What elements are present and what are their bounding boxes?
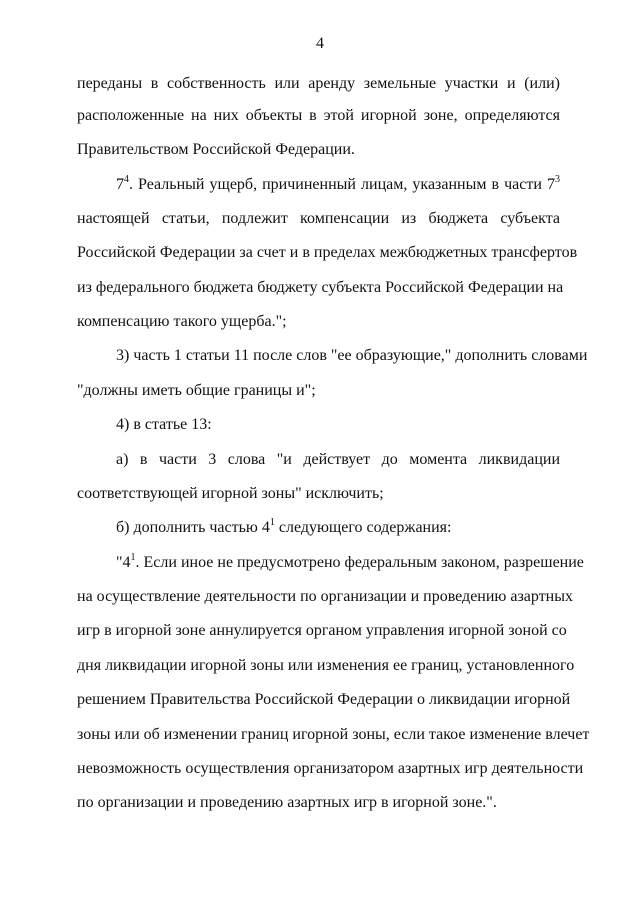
- paragraph-line: [0, 724, 640, 746]
- inline-text: б) дополнить частью 4: [116, 519, 270, 536]
- superscript: 4: [124, 173, 129, 185]
- paragraph-line: [0, 311, 640, 333]
- text-line: 4) в статье 13:: [116, 416, 212, 433]
- item-number: 7: [116, 176, 124, 193]
- text-line: зоны или об изменении границ игорной зоны, если такое изменение влечет: [77, 726, 590, 743]
- text-line: соответствующей игорной зоны" исключить;: [77, 485, 384, 502]
- text-line: [116, 174, 560, 196]
- text-line: настоящей статьи, подлежит компенсации из бюджета субъекта: [77, 210, 560, 227]
- text-line: невозможность осуществления организатором азартных игр деятельности: [77, 760, 584, 777]
- page-number: 4: [316, 35, 324, 52]
- paragraph-line: [0, 139, 640, 161]
- inline-text: . Если иное не предусмотрено федеральным законом, разрешение: [135, 554, 584, 571]
- text-line: переданы в собственность или аренду земельные участки и (или): [77, 75, 560, 92]
- inline-text: следующего содержания:: [274, 519, 452, 536]
- paragraph-first-line: [0, 449, 640, 471]
- paragraph-first-line: [0, 552, 640, 574]
- inline-text: "4: [116, 554, 131, 571]
- text-line: из федерального бюджета бюджету субъекта Российской Федерации на: [77, 279, 564, 296]
- paragraph-line: [0, 758, 640, 780]
- paragraph-line: [0, 242, 640, 264]
- text-line: компенсацию такого ущерба.";: [77, 313, 287, 330]
- superscript: 3: [555, 173, 560, 185]
- paragraph-line: [0, 655, 640, 677]
- paragraph-first-line: [0, 517, 640, 539]
- paragraph-line: [0, 277, 640, 299]
- text-line: по организации и проведению азартных игр в игорной зоне.".: [77, 794, 497, 811]
- text-line: 3) часть 1 статьи 11 после слов "ее образующие," дополнить словами: [116, 347, 588, 364]
- paragraph-line: [0, 483, 640, 505]
- text-line: Правительством Российской Федерации.: [77, 141, 355, 158]
- inline-text: . Реальный ущерб, причиненный лицам, указанным в части 7: [129, 176, 555, 193]
- paragraph-first-line: [0, 345, 640, 367]
- text-line: расположенные на них объекты в этой игорной зоне, определяются: [77, 107, 560, 124]
- text-line: [116, 517, 451, 539]
- superscript: 1: [269, 516, 275, 528]
- paragraph-line: [0, 105, 640, 127]
- text-line: [116, 551, 584, 574]
- paragraph-line: [0, 73, 640, 95]
- text-line: а) в части 3 слова "и действует до момента ликвидации: [116, 451, 560, 468]
- paragraph-line: [0, 208, 640, 230]
- text-line: Российской Федерации за счет и в пределах межбюджетных трансфертов: [77, 244, 578, 261]
- text-line: дня ликвидации игорной зоны или изменения ее границ, установленного: [77, 657, 575, 674]
- paragraph-first-line: [0, 174, 640, 196]
- paragraph-line: [0, 586, 640, 608]
- text-line: на осуществление деятельности по организации и проведению азартных: [77, 588, 573, 605]
- paragraph-line: [0, 380, 640, 402]
- paragraph-line: [0, 620, 640, 642]
- text-line: игр в игорной зоне аннулируется органом управления игорной зоной со: [77, 622, 567, 639]
- text-line: "должны иметь общие границы и";: [77, 382, 316, 399]
- paragraph-first-line: [0, 414, 640, 436]
- paragraph-line: [0, 689, 640, 711]
- superscript: 1: [130, 551, 136, 563]
- text-line: решением Правительства Российской Федерации о ликвидации игорной: [77, 691, 571, 708]
- paragraph-line: [0, 792, 640, 814]
